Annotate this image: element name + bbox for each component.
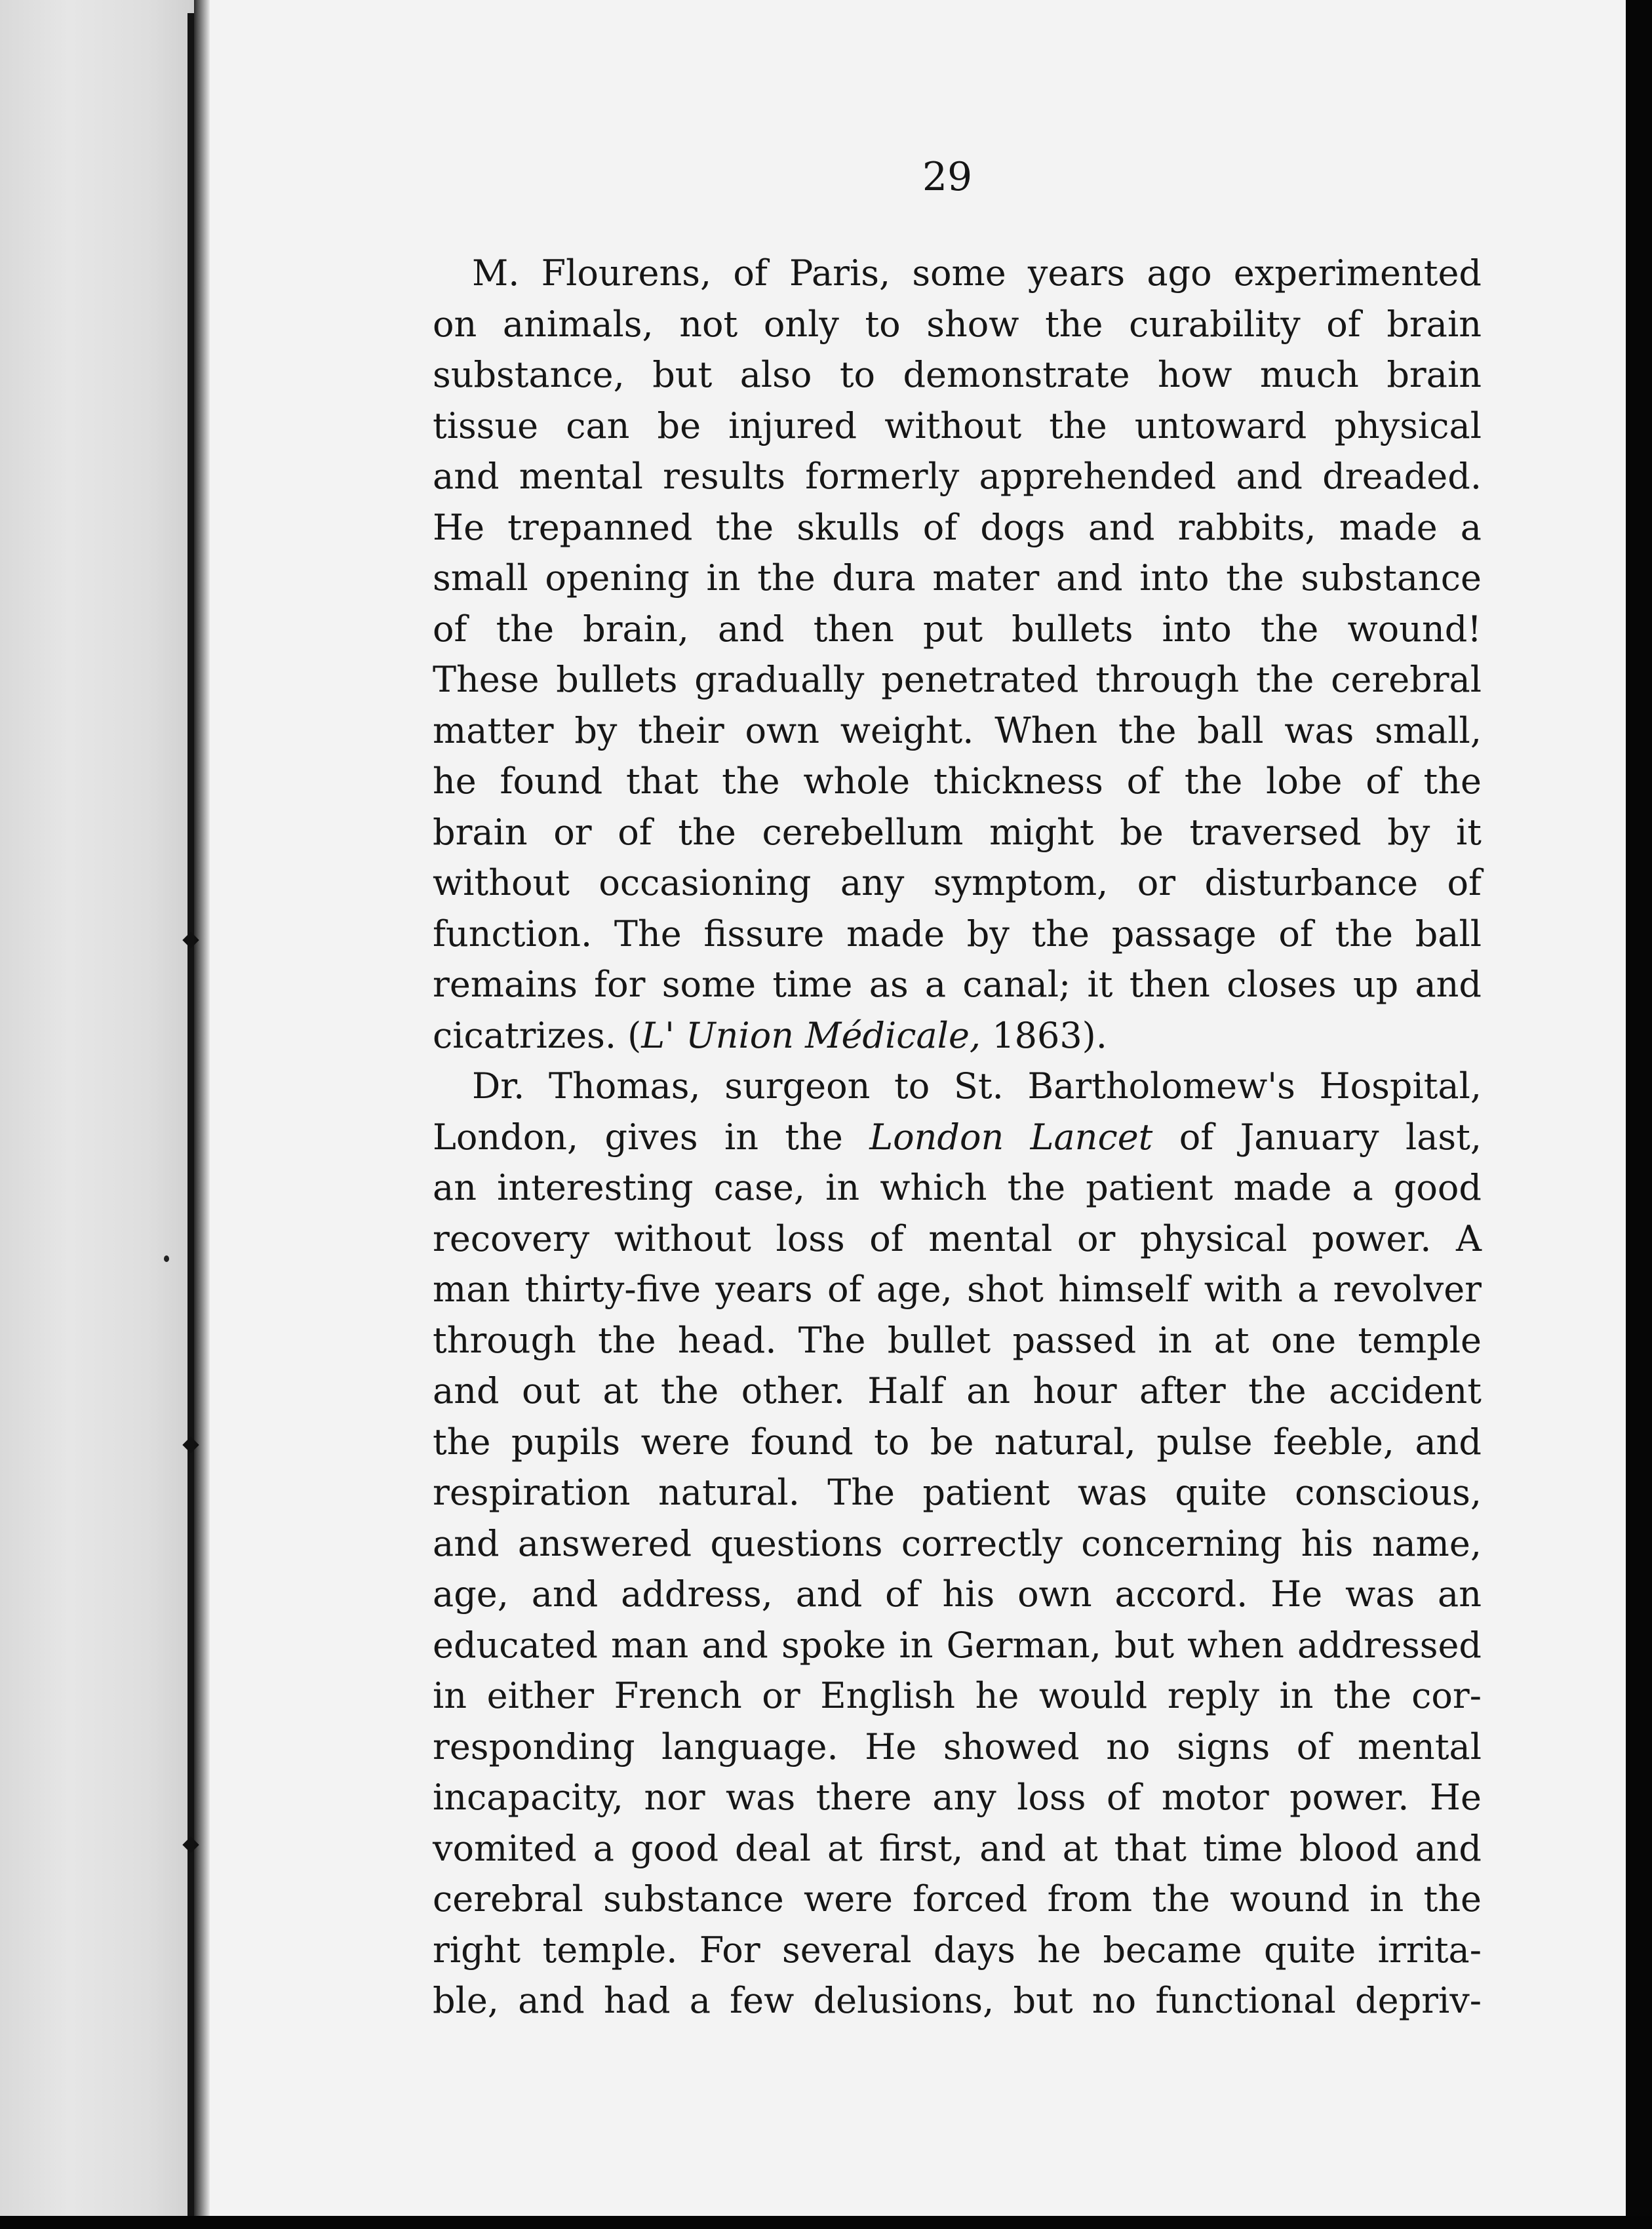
text-line: cerebral substance were forced from the wound in the [433,1878,1482,1920]
binding-fold [187,13,194,2216]
paragraph [433,1061,1482,2026]
text-line: and mental results formerly apprehended and dreaded. [433,456,1482,497]
text-line: brain or of the cerebellum might be traversed by it [433,811,1482,853]
text-line [433,1010,1482,1061]
text-line: tissue can be injured without the untoward physical [433,404,1482,446]
text-line: substance, but also to demonstrate how much brain [433,354,1482,395]
text-line: the pupils were found to be natural, pulse feeble, and [433,1421,1482,1463]
text-run: 1863). [981,1014,1107,1056]
italic-title: L' Union Médicale, [641,1014,981,1056]
italic-title: London Lancet [869,1116,1153,1158]
text-line: remains for some time as a canal; it then closes up and [433,964,1482,1005]
text-line: without occasioning any symptom, or disturbance of [433,862,1482,903]
text-line: function. The fissure made by the passage of the ball [433,913,1482,955]
text-line: responding language. He showed no signs of mental [433,1726,1482,1767]
text-line: educated man and spoke in German, but when addressed [433,1624,1482,1666]
text-line: man thirty-five years of age, shot himself with a revolver [433,1269,1482,1310]
text-line: on animals, not only to show the curability of brain [433,303,1482,345]
text-line: an interesting case, in which the patient made a good [433,1167,1482,1208]
page-number: 29 [922,154,973,200]
ink-speck [164,1255,169,1262]
text-line: and answered questions correctly concerning his name, [433,1522,1482,1564]
text-line: right temple. For several days he became quite irrita- [433,1929,1482,1971]
text-line: small opening in the dura mater and into the substance [433,557,1482,599]
facing-page-edge [0,0,197,2216]
text-line: matter by their own weight. When the ball was small, [433,709,1482,751]
text-line: Dr. Thomas, surgeon to St. Bartholomew's Hospital, [472,1065,1482,1107]
text-line: M. Flourens, of Paris, some years ago experimented [472,252,1482,294]
text-line: incapacity, nor was there any loss of motor power. He [433,1777,1482,1818]
text-line: ble, and had a few delusions, but no functional depriv- [433,1980,1482,2021]
scan-border-bottom [0,2216,1652,2229]
text-run: London, gives in the [433,1116,870,1158]
text-line: of the brain, and then put bullets into the wound! [433,608,1482,650]
fold-shadow [194,0,210,2229]
scan-border-right [1626,0,1652,2229]
text-line: vomited a good deal at first, and at that time blood and [433,1827,1482,1869]
text-line: recovery without loss of mental or physical power. A [433,1217,1482,1259]
text-line: and out at the other. Half an hour after the accident [433,1370,1482,1411]
paragraph [433,248,1482,1061]
text-run: cicatrizes. ( [433,1014,642,1056]
text-line: through the head. The bullet passed in at one temple [433,1319,1482,1361]
text-line: age, and address, and of his own accord. He was an [433,1573,1482,1615]
text-run: of January last, [1152,1116,1482,1158]
text-line: These bullets gradually penetrated through the cerebral [433,659,1482,700]
body-text [433,248,1482,2026]
text-line: respiration natural. The patient was quite conscious, [433,1472,1482,1513]
text-line [433,1112,1482,1163]
text-line: he found that the whole thickness of the lobe of the [433,760,1482,802]
text-line: in either French or English he would reply in the cor- [433,1675,1482,1716]
text-line: He trepanned the skulls of dogs and rabbits, made a [433,506,1482,548]
